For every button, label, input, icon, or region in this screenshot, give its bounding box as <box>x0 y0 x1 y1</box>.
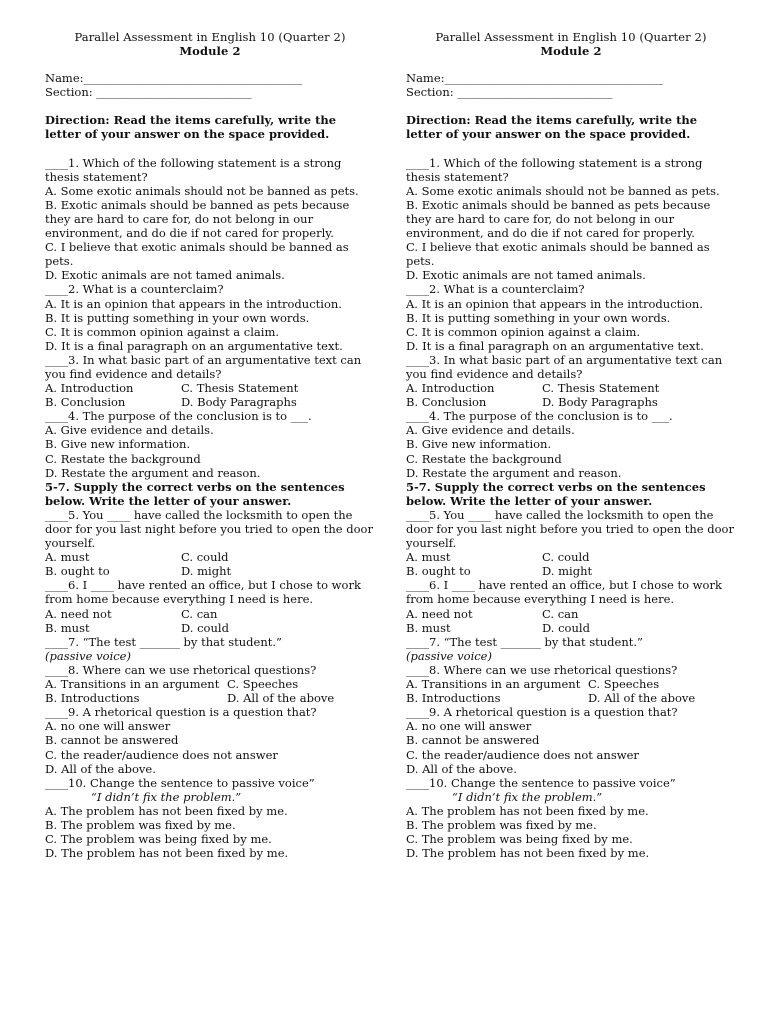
question-10-option-c: C. The problem was being fixed by me. <box>406 832 633 847</box>
question-6-option-c: C. can <box>181 606 218 621</box>
question-1-option-c: C. I believe that exotic animals should be banned as pets. <box>45 240 349 269</box>
question-4-stem: ____4. The purpose of the conclusion is to ___. <box>45 409 312 424</box>
question-7-note: (passive voice) <box>45 648 131 663</box>
question-2-option-b: B. It is putting something in your own words. <box>45 310 310 325</box>
question-4-option-d: D. Restate the argument and reason. <box>406 465 622 480</box>
question-10-quote: “I didn’t fix the problem.” <box>452 789 603 804</box>
question-8-option-d: D. All of the above <box>227 691 335 706</box>
question-2-option-b: B. It is putting something in your own words. <box>406 310 671 325</box>
question-6-options-row-1 <box>406 607 736 621</box>
worksheet-title: Parallel Assessment in English 10 (Quarter 2) <box>74 30 346 44</box>
question-2-option-c: C. It is common opinion against a claim. <box>45 324 280 339</box>
question-3-option-c: C. Thesis Statement <box>181 381 299 396</box>
question-2-option-d: D. It is a final paragraph on an argumentative text. <box>406 338 704 353</box>
question-2-stem: ____2. What is a counterclaim? <box>45 282 224 297</box>
question-8-options-row-2 <box>45 691 375 705</box>
question-9-option-b: B. cannot be answered <box>45 733 179 748</box>
worksheet-title: Parallel Assessment in English 10 (Quarter 2) <box>435 30 707 44</box>
question-8-stem: ____8. Where can we use rhetorical questions? <box>45 662 317 677</box>
question-10-option-b: B. The problem was fixed by me. <box>45 817 236 832</box>
question-4-option-c: C. Restate the background <box>406 451 562 466</box>
question-10-stem: ____10. Change the sentence to passive voice” <box>45 775 315 790</box>
question-3-option-c: C. Thesis Statement <box>542 381 660 396</box>
question-1-option-d: D. Exotic animals are not tamed animals. <box>45 268 285 283</box>
question-10-option-a: A. The problem has not been fixed by me. <box>406 803 649 818</box>
question-8-option-c: C. Speeches <box>588 677 660 692</box>
question-8-options-row-1 <box>45 677 375 691</box>
question-4-option-b: B. Give new information. <box>45 437 191 452</box>
question-5-option-c: C. could <box>181 550 229 565</box>
question-5-option-b: B. ought to <box>406 564 471 579</box>
question-5-option-a: A. must <box>45 550 90 565</box>
question-1-option-b: B. Exotic animals should be banned as pets because they are hard to care for, do not belong in our environment, and do die if not cared for properly. <box>406 197 711 241</box>
question-10-stem: ____10. Change the sentence to passive voice” <box>406 775 676 790</box>
question-4-option-a: A. Give evidence and details. <box>45 423 214 438</box>
question-3-options-row-1 <box>406 381 736 395</box>
name-field-label: Name:______________________________________ <box>45 71 303 86</box>
question-3-option-b: B. Conclusion <box>45 395 126 410</box>
question-2-stem: ____2. What is a counterclaim? <box>406 282 585 297</box>
section-field-label: Section: ___________________________ <box>45 85 252 100</box>
question-3-stem: ____3. In what basic part of an argumentative text can you find evidence and details? <box>45 352 362 381</box>
question-8-option-c: C. Speeches <box>227 677 299 692</box>
question-5-options-row-2 <box>406 564 736 578</box>
question-6-options-row-2 <box>406 621 736 635</box>
question-5-option-d: D. might <box>542 564 593 579</box>
question-3-stem: ____3. In what basic part of an argumentative text can you find evidence and details? <box>406 352 723 381</box>
question-9-option-a: A. no one will answer <box>45 719 171 734</box>
question-8-options-row-1 <box>406 677 736 691</box>
module-label: Module 2 <box>179 44 241 59</box>
name-field-label: Name:______________________________________ <box>406 71 664 86</box>
question-6-stem: ____6. I ____ have rented an office, but I chose to work from home because everything I need is here. <box>406 578 722 607</box>
question-6-option-b: B. must <box>406 620 451 635</box>
worksheet-right <box>406 30 736 860</box>
question-1-option-b: B. Exotic animals should be banned as pets because they are hard to care for, do not belong in our environment, and do die if not cared for properly. <box>45 197 350 241</box>
question-4-stem: ____4. The purpose of the conclusion is to ___. <box>406 409 673 424</box>
question-6-option-d: D. could <box>181 620 229 635</box>
question-5-option-b: B. ought to <box>45 564 110 579</box>
question-6-stem: ____6. I ____ have rented an office, but I chose to work from home because everything I need is here. <box>45 578 361 607</box>
part-2-directions: 5-7. Supply the correct verbs on the sentences below. Write the letter of your answer. <box>406 479 706 508</box>
question-9-option-a: A. no one will answer <box>406 719 532 734</box>
question-1-option-d: D. Exotic animals are not tamed animals. <box>406 268 646 283</box>
question-5-option-a: A. must <box>406 550 451 565</box>
question-6-option-c: C. can <box>542 606 579 621</box>
question-3-option-a: A. Introduction <box>406 381 495 396</box>
question-7-note: (passive voice) <box>406 648 492 663</box>
question-3-option-b: B. Conclusion <box>406 395 487 410</box>
question-3-options-row-2 <box>45 395 375 409</box>
question-5-stem: ____5. You ____ have called the locksmith to open the door for you last night before you tried to open the door yourself. <box>45 507 373 551</box>
question-9-option-d: D. All of the above. <box>45 761 156 776</box>
question-10-option-b: B. The problem was fixed by me. <box>406 817 597 832</box>
question-1-stem: ____1. Which of the following statement is a strong thesis statement? <box>406 155 703 184</box>
question-9-stem: ____9. A rhetorical question is a question that? <box>45 705 317 720</box>
question-6-option-d: D. could <box>542 620 590 635</box>
question-4-option-b: B. Give new information. <box>406 437 552 452</box>
question-10-quote: “I didn’t fix the problem.” <box>91 789 242 804</box>
question-8-option-a: A. Transitions in an argument <box>45 677 220 692</box>
question-6-option-b: B. must <box>45 620 90 635</box>
question-8-option-a: A. Transitions in an argument <box>406 677 581 692</box>
question-3-option-d: D. Body Paragraphs <box>542 395 658 410</box>
question-3-option-d: D. Body Paragraphs <box>181 395 297 410</box>
question-4-option-c: C. Restate the background <box>45 451 201 466</box>
question-6-option-a: A. need not <box>45 606 112 621</box>
question-5-option-c: C. could <box>542 550 590 565</box>
question-8-option-b: B. Introductions <box>406 691 501 706</box>
question-10-option-a: A. The problem has not been fixed by me. <box>45 803 288 818</box>
question-9-option-c: C. the reader/audience does not answer <box>406 747 639 762</box>
question-8-options-row-2 <box>406 691 736 705</box>
question-1-option-c: C. I believe that exotic animals should be banned as pets. <box>406 240 710 269</box>
question-7-stem: ____7. “The test _______ by that student.” <box>406 634 643 649</box>
directions: Direction: Read the items carefully, write the letter of your answer on the space provided. <box>45 113 337 142</box>
question-10-option-c: C. The problem was being fixed by me. <box>45 832 272 847</box>
question-10-option-d: D. The problem has not been fixed by me. <box>45 846 289 861</box>
question-10-option-d: D. The problem has not been fixed by me. <box>406 846 650 861</box>
question-9-option-d: D. All of the above. <box>406 761 517 776</box>
directions: Direction: Read the items carefully, write the letter of your answer on the space provided. <box>406 113 698 142</box>
question-3-options-row-2 <box>406 395 736 409</box>
question-4-option-d: D. Restate the argument and reason. <box>45 465 261 480</box>
question-8-option-d: D. All of the above <box>588 691 696 706</box>
question-3-option-a: A. Introduction <box>45 381 134 396</box>
question-5-stem: ____5. You ____ have called the locksmith to open the door for you last night before you tried to open the door yourself. <box>406 507 734 551</box>
question-4-option-a: A. Give evidence and details. <box>406 423 575 438</box>
worksheet-left <box>45 30 375 860</box>
question-2-option-a: A. It is an opinion that appears in the introduction. <box>45 296 342 311</box>
question-9-option-b: B. cannot be answered <box>406 733 540 748</box>
question-6-options-row-2 <box>45 621 375 635</box>
question-5-options-row-2 <box>45 564 375 578</box>
question-8-option-b: B. Introductions <box>45 691 140 706</box>
question-1-option-a: A. Some exotic animals should not be banned as pets. <box>45 183 359 198</box>
part-2-directions: 5-7. Supply the correct verbs on the sentences below. Write the letter of your answer. <box>45 479 345 508</box>
question-5-options-row-1 <box>45 550 375 564</box>
question-1-option-a: A. Some exotic animals should not be banned as pets. <box>406 183 720 198</box>
question-6-options-row-1 <box>45 607 375 621</box>
question-3-options-row-1 <box>45 381 375 395</box>
question-8-stem: ____8. Where can we use rhetorical questions? <box>406 662 678 677</box>
question-1-stem: ____1. Which of the following statement is a strong thesis statement? <box>45 155 342 184</box>
question-6-option-a: A. need not <box>406 606 473 621</box>
question-2-option-c: C. It is common opinion against a claim. <box>406 324 641 339</box>
question-5-options-row-1 <box>406 550 736 564</box>
question-5-option-d: D. might <box>181 564 232 579</box>
question-9-option-c: C. the reader/audience does not answer <box>45 747 278 762</box>
question-9-stem: ____9. A rhetorical question is a question that? <box>406 705 678 720</box>
question-2-option-a: A. It is an opinion that appears in the introduction. <box>406 296 703 311</box>
question-2-option-d: D. It is a final paragraph on an argumentative text. <box>45 338 343 353</box>
module-label: Module 2 <box>540 44 602 59</box>
question-7-stem: ____7. “The test _______ by that student.” <box>45 634 282 649</box>
section-field-label: Section: ___________________________ <box>406 85 613 100</box>
